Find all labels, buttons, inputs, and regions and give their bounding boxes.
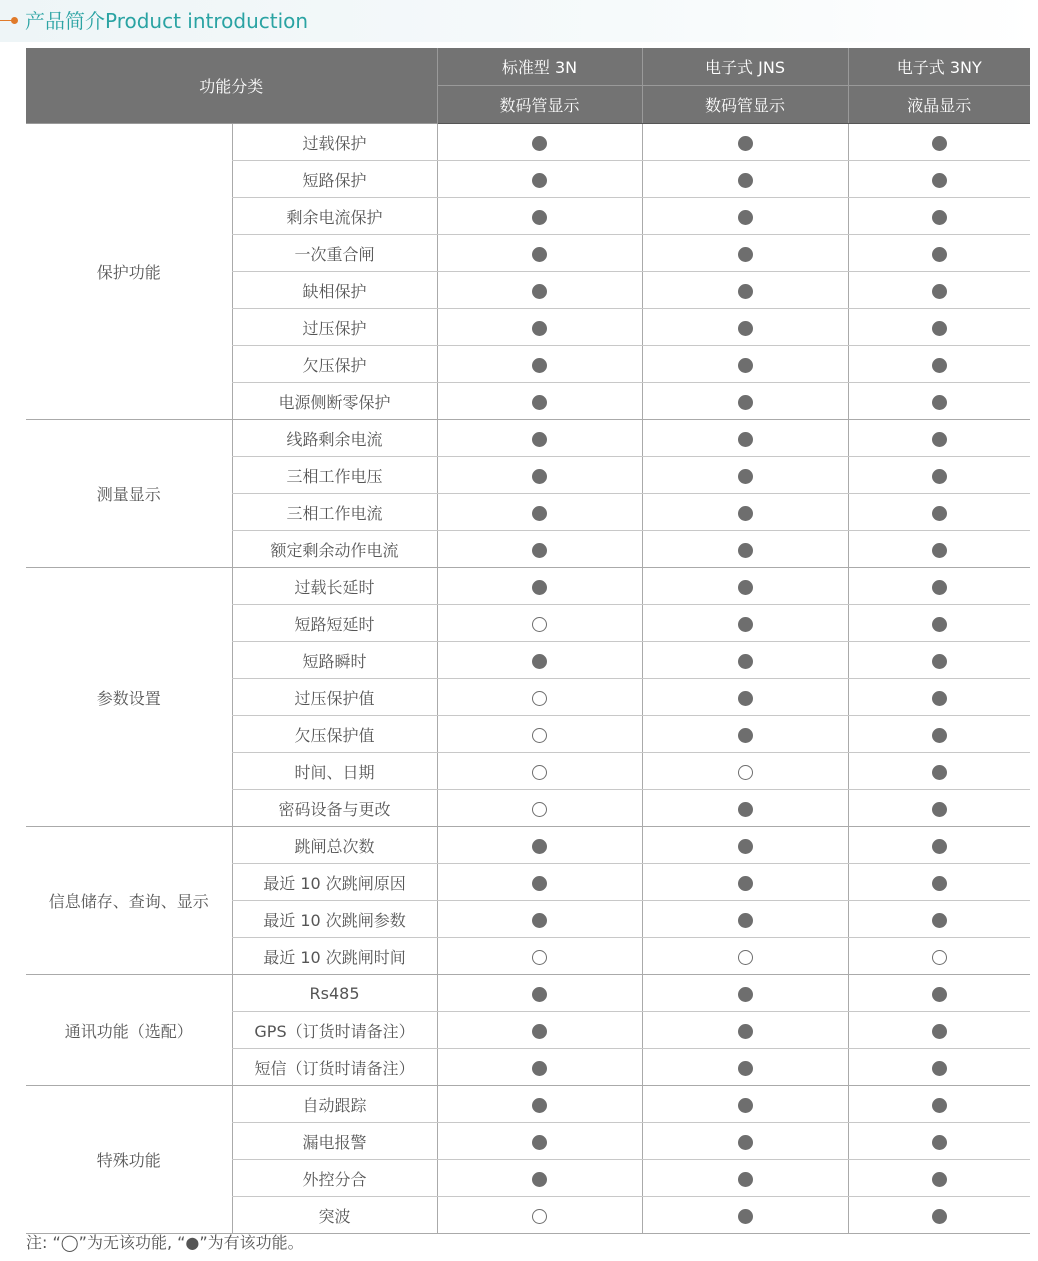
filled-circle-icon [932, 506, 947, 521]
availability-cell [642, 1160, 848, 1197]
availability-cell [642, 1049, 848, 1086]
filled-circle-icon [738, 1061, 753, 1076]
availability-cell [642, 1086, 848, 1123]
availability-cell [437, 309, 642, 346]
availability-cell [642, 124, 848, 161]
availability-cell [848, 716, 1030, 753]
availability-cell [848, 605, 1030, 642]
filled-circle-icon [532, 469, 547, 484]
availability-cell [437, 679, 642, 716]
filled-circle-icon [738, 469, 753, 484]
availability-cell [642, 346, 848, 383]
filled-circle-icon [932, 469, 947, 484]
table-row [26, 568, 1030, 605]
table-header [26, 48, 1030, 124]
empty-circle-icon [532, 617, 547, 632]
feature-cell: 三相工作电压 [232, 457, 437, 494]
availability-cell [437, 975, 642, 1012]
filled-circle-icon [932, 210, 947, 225]
feature-cell: 额定剩余动作电流 [232, 531, 437, 568]
availability-cell [848, 827, 1030, 864]
category-cell: 参数设置 [26, 568, 232, 827]
availability-cell [642, 1012, 848, 1049]
filled-circle-icon [932, 580, 947, 595]
availability-cell [642, 494, 848, 531]
feature-cell: 短路保护 [232, 161, 437, 198]
feature-cell: 突波 [232, 1197, 437, 1234]
filled-circle-icon [532, 1098, 547, 1113]
filled-circle-icon [932, 765, 947, 780]
availability-cell [848, 938, 1030, 975]
display-type-header: 数码管显示 [642, 86, 848, 124]
category-cell: 保护功能 [26, 124, 232, 420]
filled-circle-icon [932, 691, 947, 706]
availability-cell [848, 679, 1030, 716]
filled-circle-icon [532, 395, 547, 410]
filled-circle-icon [738, 1172, 753, 1187]
availability-cell [642, 679, 848, 716]
filled-circle-icon [932, 876, 947, 891]
model-header: 电子式 3NY [848, 48, 1030, 86]
category-cell: 特殊功能 [26, 1086, 232, 1234]
empty-circle-icon [532, 728, 547, 743]
feature-cell: 短路瞬时 [232, 642, 437, 679]
section-title: 产品简介Product introduction [25, 9, 309, 33]
availability-cell [848, 531, 1030, 568]
availability-cell [848, 161, 1030, 198]
availability-cell [642, 531, 848, 568]
feature-cell: 过压保护 [232, 309, 437, 346]
availability-cell [848, 420, 1030, 457]
feature-cell: 一次重合闸 [232, 235, 437, 272]
filled-circle-icon [738, 321, 753, 336]
availability-cell [848, 864, 1030, 901]
availability-cell [437, 1123, 642, 1160]
filled-circle-icon [932, 1024, 947, 1039]
table-row [26, 420, 1030, 457]
empty-circle-icon [532, 765, 547, 780]
availability-cell [642, 235, 848, 272]
filled-circle-icon [738, 617, 753, 632]
availability-cell [642, 568, 848, 605]
filled-circle-icon [738, 1135, 753, 1150]
empty-circle-icon [532, 691, 547, 706]
availability-cell [848, 235, 1030, 272]
feature-cell: 过载长延时 [232, 568, 437, 605]
availability-cell [437, 420, 642, 457]
filled-circle-icon [532, 839, 547, 854]
filled-circle-icon [738, 1098, 753, 1113]
availability-cell [642, 827, 848, 864]
filled-circle-icon [738, 210, 753, 225]
filled-circle-icon [738, 136, 753, 151]
feature-cell: 漏电报警 [232, 1123, 437, 1160]
model-header: 标准型 3N [437, 48, 642, 86]
display-type-header: 液晶显示 [848, 86, 1030, 124]
filled-circle-icon [932, 395, 947, 410]
feature-cell: 欠压保护 [232, 346, 437, 383]
filled-circle-icon [738, 506, 753, 521]
filled-circle-icon [532, 654, 547, 669]
availability-cell [437, 383, 642, 420]
table-row [26, 1086, 1030, 1123]
availability-cell [848, 1086, 1030, 1123]
filled-circle-icon [932, 173, 947, 188]
filled-circle-icon [932, 432, 947, 447]
availability-cell [642, 790, 848, 827]
availability-cell [848, 1012, 1030, 1049]
legend-note: 注: “◯”为无该功能, “●”为有该功能。 [26, 1233, 304, 1252]
filled-circle-icon [738, 580, 753, 595]
availability-cell [848, 198, 1030, 235]
filled-circle-icon [932, 1098, 947, 1113]
availability-cell [848, 494, 1030, 531]
feature-cell: 跳闸总次数 [232, 827, 437, 864]
availability-cell [848, 1123, 1030, 1160]
category-header: 功能分类 [26, 48, 437, 124]
table-row [26, 827, 1030, 864]
availability-cell [642, 383, 848, 420]
filled-circle-icon [532, 210, 547, 225]
availability-cell [642, 901, 848, 938]
availability-cell [642, 975, 848, 1012]
table-body [26, 124, 1030, 1234]
filled-circle-icon [932, 321, 947, 336]
feature-cell: 短路短延时 [232, 605, 437, 642]
table-row [26, 975, 1030, 1012]
availability-cell [437, 568, 642, 605]
filled-circle-icon [932, 1135, 947, 1150]
filled-circle-icon [532, 432, 547, 447]
availability-cell [642, 716, 848, 753]
filled-circle-icon [932, 654, 947, 669]
availability-cell [848, 309, 1030, 346]
empty-circle-icon [532, 802, 547, 817]
section-header [0, 0, 1038, 42]
bullet-dot-icon [11, 17, 18, 24]
availability-cell [437, 642, 642, 679]
availability-cell [437, 901, 642, 938]
empty-circle-icon [532, 950, 547, 965]
filled-circle-icon [932, 802, 947, 817]
feature-cell: 最近 10 次跳闸时间 [232, 938, 437, 975]
empty-circle-icon [932, 950, 947, 965]
availability-cell [642, 309, 848, 346]
feature-cell: 密码设备与更改 [232, 790, 437, 827]
availability-cell [437, 235, 642, 272]
feature-cell: 短信（订货时请备注） [232, 1049, 437, 1086]
availability-cell [437, 605, 642, 642]
availability-cell [848, 272, 1030, 309]
feature-cell: 最近 10 次跳闸参数 [232, 901, 437, 938]
category-cell: 信息储存、查询、显示 [26, 827, 232, 975]
availability-cell [437, 1049, 642, 1086]
filled-circle-icon [738, 543, 753, 558]
feature-cell: GPS（订货时请备注） [232, 1012, 437, 1049]
availability-cell [848, 975, 1030, 1012]
availability-cell [437, 1012, 642, 1049]
availability-cell [437, 753, 642, 790]
filled-circle-icon [532, 543, 547, 558]
filled-circle-icon [532, 913, 547, 928]
filled-circle-icon [932, 284, 947, 299]
availability-cell [437, 938, 642, 975]
availability-cell [848, 383, 1030, 420]
availability-cell [642, 1197, 848, 1234]
filled-circle-icon [738, 839, 753, 854]
availability-cell [848, 753, 1030, 790]
availability-cell [437, 198, 642, 235]
model-header: 电子式 JNS [642, 48, 848, 86]
filled-circle-icon [532, 1172, 547, 1187]
availability-cell [642, 864, 848, 901]
availability-cell [642, 457, 848, 494]
filled-circle-icon [932, 1209, 947, 1224]
filled-circle-icon [532, 876, 547, 891]
filled-circle-icon [532, 321, 547, 336]
filled-circle-icon [532, 247, 547, 262]
availability-cell [642, 272, 848, 309]
feature-cell: 三相工作电流 [232, 494, 437, 531]
availability-cell [642, 938, 848, 975]
availability-cell [437, 531, 642, 568]
feature-cell: 最近 10 次跳闸原因 [232, 864, 437, 901]
filled-circle-icon [932, 247, 947, 262]
filled-circle-icon [738, 691, 753, 706]
availability-cell [642, 420, 848, 457]
filled-circle-icon [532, 1135, 547, 1150]
availability-cell [437, 494, 642, 531]
filled-circle-icon [738, 284, 753, 299]
feature-cell: 过压保护值 [232, 679, 437, 716]
availability-cell [437, 124, 642, 161]
filled-circle-icon [532, 506, 547, 521]
availability-cell [437, 272, 642, 309]
category-cell: 测量显示 [26, 420, 232, 568]
filled-circle-icon [932, 913, 947, 928]
availability-cell [848, 1160, 1030, 1197]
filled-circle-icon [532, 1061, 547, 1076]
filled-circle-icon [738, 173, 753, 188]
filled-circle-icon [738, 1024, 753, 1039]
filled-circle-icon [532, 580, 547, 595]
availability-cell [848, 124, 1030, 161]
filled-circle-icon [532, 1024, 547, 1039]
availability-cell [437, 790, 642, 827]
filled-circle-icon [932, 136, 947, 151]
filled-circle-icon [932, 1172, 947, 1187]
filled-circle-icon [532, 284, 547, 299]
filled-circle-icon [738, 358, 753, 373]
availability-cell [437, 1197, 642, 1234]
filled-circle-icon [932, 728, 947, 743]
empty-circle-icon [532, 1209, 547, 1224]
filled-circle-icon [738, 432, 753, 447]
availability-cell [642, 161, 848, 198]
availability-cell [848, 568, 1030, 605]
feature-cell: 自动跟踪 [232, 1086, 437, 1123]
feature-cell: 线路剩余电流 [232, 420, 437, 457]
availability-cell [642, 1123, 848, 1160]
filled-circle-icon [532, 987, 547, 1002]
filled-circle-icon [738, 654, 753, 669]
availability-cell [437, 864, 642, 901]
availability-cell [437, 1160, 642, 1197]
empty-circle-icon [738, 950, 753, 965]
filled-circle-icon [932, 1061, 947, 1076]
availability-cell [848, 1049, 1030, 1086]
feature-cell: 电源侧断零保护 [232, 383, 437, 420]
filled-circle-icon [738, 802, 753, 817]
filled-circle-icon [532, 173, 547, 188]
availability-cell [437, 161, 642, 198]
filled-circle-icon [532, 358, 547, 373]
feature-cell: 时间、日期 [232, 753, 437, 790]
feature-cell: 欠压保护值 [232, 716, 437, 753]
filled-circle-icon [932, 358, 947, 373]
display-type-header: 数码管显示 [437, 86, 642, 124]
availability-cell [437, 827, 642, 864]
category-cell: 通讯功能（选配） [26, 975, 232, 1086]
availability-cell [642, 198, 848, 235]
filled-circle-icon [932, 617, 947, 632]
feature-cell: 剩余电流保护 [232, 198, 437, 235]
availability-cell [848, 1197, 1030, 1234]
availability-cell [437, 346, 642, 383]
filled-circle-icon [532, 136, 547, 151]
feature-cell: 外控分合 [232, 1160, 437, 1197]
filled-circle-icon [738, 1209, 753, 1224]
feature-cell: 缺相保护 [232, 272, 437, 309]
filled-circle-icon [738, 913, 753, 928]
feature-cell: Rs485 [232, 975, 437, 1012]
availability-cell [848, 346, 1030, 383]
filled-circle-icon [738, 987, 753, 1002]
filled-circle-icon [932, 543, 947, 558]
availability-cell [848, 790, 1030, 827]
availability-cell [848, 457, 1030, 494]
availability-cell [848, 901, 1030, 938]
availability-cell [642, 605, 848, 642]
availability-cell [437, 457, 642, 494]
filled-circle-icon [932, 839, 947, 854]
feature-table [26, 48, 1030, 1234]
table-row [26, 124, 1030, 161]
empty-circle-icon [738, 765, 753, 780]
availability-cell [642, 642, 848, 679]
feature-cell: 过载保护 [232, 124, 437, 161]
filled-circle-icon [738, 728, 753, 743]
filled-circle-icon [738, 876, 753, 891]
filled-circle-icon [738, 395, 753, 410]
availability-cell [437, 716, 642, 753]
availability-cell [642, 753, 848, 790]
availability-cell [848, 642, 1030, 679]
filled-circle-icon [932, 987, 947, 1002]
availability-cell [437, 1086, 642, 1123]
filled-circle-icon [738, 247, 753, 262]
